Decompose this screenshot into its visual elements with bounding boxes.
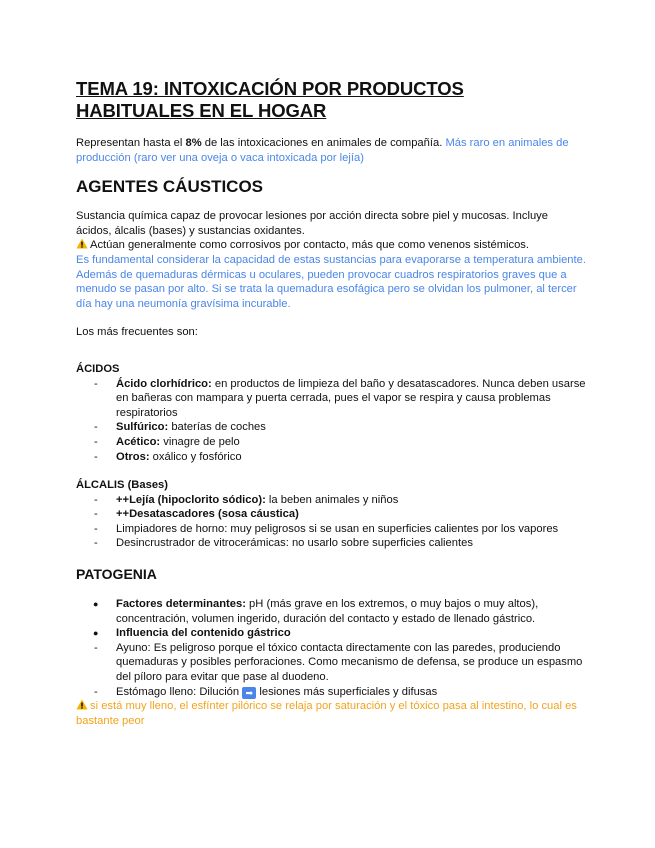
intro-suffix: de las intoxicaciones en animales de compañía. — [201, 137, 446, 149]
intro-blue-note: Más raro en animales de producción (raro ver una oveja o vaca intoxicada por lejía) — [76, 137, 569, 164]
intro-paragraph — [76, 136, 586, 165]
warning-icon — [76, 699, 88, 710]
list-item: - Acético: vinagre de pelo — [94, 435, 240, 448]
arrow-right-icon: ➡ — [242, 687, 256, 699]
list-item: - Limpiadores de horno: muy peligrosos si se usan en superficies calientes por los vapores — [94, 522, 559, 535]
orange-warning — [76, 699, 586, 728]
caustic-warning-text: Actúan generalmente como corrosivos por contacto, más que como venenos sistémicos. — [90, 239, 530, 252]
alkalis-heading: ÁLCALIS (Bases) — [76, 479, 169, 492]
list-item: - Estómago lleno: Dilución ➡ lesiones más superficiales y difusas — [94, 685, 438, 698]
intro-prefix: Representan hasta el — [76, 137, 186, 149]
frequent-label: Los más frecuentes son: — [76, 326, 198, 339]
list-item: - Sulfúrico: baterías de coches — [94, 421, 266, 434]
alkalis-list — [76, 493, 586, 551]
list-item: - ++Lejía (hipoclorito sódico): la beben animales y niños — [94, 493, 399, 506]
intro-percent: 8% — [185, 137, 202, 149]
pathogenesis-heading: PATOGENIA — [76, 566, 157, 583]
list-item: - Otros: oxálico y fosfórico — [94, 450, 242, 463]
acids-heading: ÁCIDOS — [76, 362, 120, 375]
list-item: ● Factores determinantes: pH (más grave en los extremos, o muy bajos o muy altos), concentración, volumen ingerido, duración del contacto y estado de llenado gástrico. — [93, 598, 539, 625]
list-item: - Ácido clorhídrico: en productos de limpieza del baño y desatascadores. Nunca deben usarse en bañeras con mampara y puerta cerrada, pues el vapor se respira y causa problemas respiratorios — [94, 377, 586, 419]
document-page — [76, 78, 586, 728]
warning-icon — [76, 238, 88, 249]
list-item: - Desincrustrador de vitrocerámicas: no usarlo sobre superficies calientes — [94, 537, 473, 550]
caustic-definition: Sustancia química capaz de provocar lesiones por acción directa sobre piel y mucosas. Incluye ácidos, álcalis (bases) y sustancias oxidantes. — [76, 210, 548, 237]
list-item: ● Influencia del contenido gástrico — [93, 627, 291, 640]
caustic-heading: AGENTES CÁUSTICOS — [76, 177, 264, 197]
pathogenesis-list — [76, 597, 586, 699]
orange-warning-text: si está muy lleno, el esfínter pilórico se relaja por saturación y el tóxico pasa al intestino, lo cual es bastante peor — [76, 700, 577, 727]
caustic-blue-note: Es fundamental considerar la capacidad de estas sustancias para evaporarse a temperatura ambiente. Además de quemaduras dérmicas u oculares, pueden provocar cuadros respiratorios graves que a menudo se pasan por alto. Si se trata la quemadura esofágica pero se olvidan los pulmoner, al tercer día hay una neumonía gravísima incurable. — [76, 253, 586, 310]
caustic-warning — [76, 238, 586, 253]
acids-list — [76, 377, 586, 465]
list-item: - Ayuno: Es peligroso porque el tóxico contacta directamente con las paredes, produciendo quemaduras y posibles perforaciones. Como mecanismo de defensa, se produce un espasmo del píloro para evitar que pase al duodeno. — [94, 641, 583, 684]
list-item: - ++Desatascadores (sosa cáustica) — [94, 508, 299, 521]
page-title: TEMA 19: INTOXICACIÓN POR PRODUCTOS HABITUALES EN EL HOGAR — [76, 78, 464, 121]
